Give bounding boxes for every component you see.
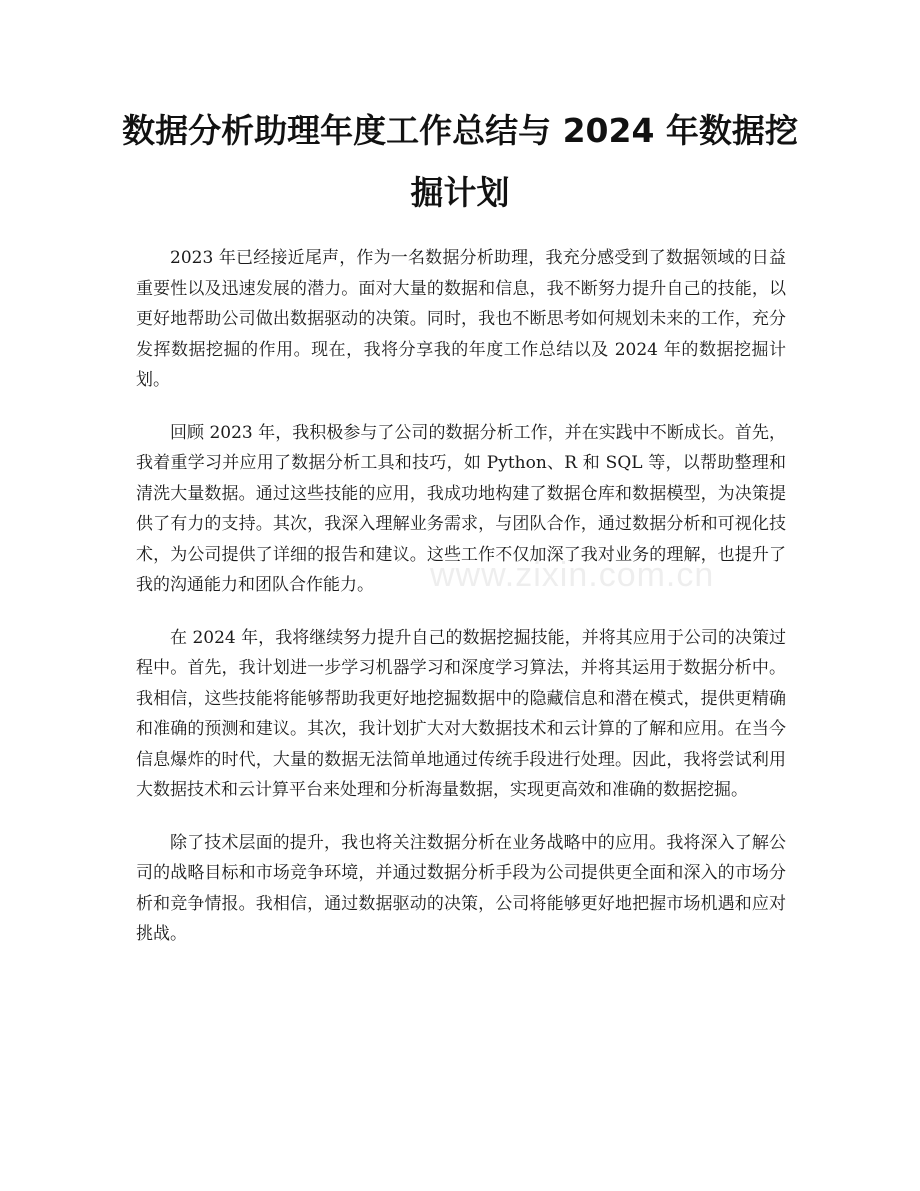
watermark: www.zixin.com.cn — [430, 556, 715, 594]
paragraph-1: 2023 年已经接近尾声，作为一名数据分析助理，我充分感受到了数据领域的日益重要性以及迅速发展的潜力。面对大量的数据和信息，我不断努力提升自己的技能，以更好地帮助公司做出数据驱动的决策。同时，我也不断思考如何规划未来的工作，充分发挥数据挖掘的作用。现在，我将分享我的年度工作总结以及 2024 年的数据挖掘计划。 — [136, 248, 786, 390]
document-title: 数据分析助理年度工作总结与 2024 年数据挖掘计划 — [122, 111, 798, 212]
paragraph-3: 在 2024 年，我将继续努力提升自己的数据挖掘技能，并将其应用于公司的决策过程中。首先，我计划进一步学习机器学习和深度学习算法，并将其运用于数据分析中。我相信，这些技能将能够帮助我更好地挖掘数据中的隐藏信息和潜在模式，提供更精确和准确的预测和建议。其次，我计划扩大对大数据技术和云计算的了解和应用。在当今信息爆炸的时代，大量的数据无法简单地通过传统手段进行处理。因此，我将尝试利用大数据技术和云计算平台来处理和分析海量数据，实现更高效和准确的数据挖掘。 — [136, 627, 786, 800]
document-body — [136, 243, 786, 972]
paragraph-4: 除了技术层面的提升，我也将关注数据分析在业务战略中的应用。我将深入了解公司的战略目标和市场竞争环境，并通过数据分析手段为公司提供更全面和深入的市场分析和竞争情报。我相信，通过数据驱动的决策，公司将能够更好地把握市场机遇和应对挑战。 — [136, 832, 786, 944]
paragraph-2: 回顾 2023 年，我积极参与了公司的数据分析工作，并在实践中不断成长。首先，我着重学习并应用了数据分析工具和技巧，如 Python、R 和 SQL 等，以帮助整理和清洗大量数据。通过这些技能的应用，我成功地构建了数据仓库和数据模型，为决策提供了有力的支持。其次，我深入理解业务需求，与团队合作，通过数据分析和可视化技术，为公司提供了详细的报告和建议。这些工作不仅加深了我对业务的理解，也提升了我的沟通能力和团队合作能力。 — [136, 422, 786, 595]
